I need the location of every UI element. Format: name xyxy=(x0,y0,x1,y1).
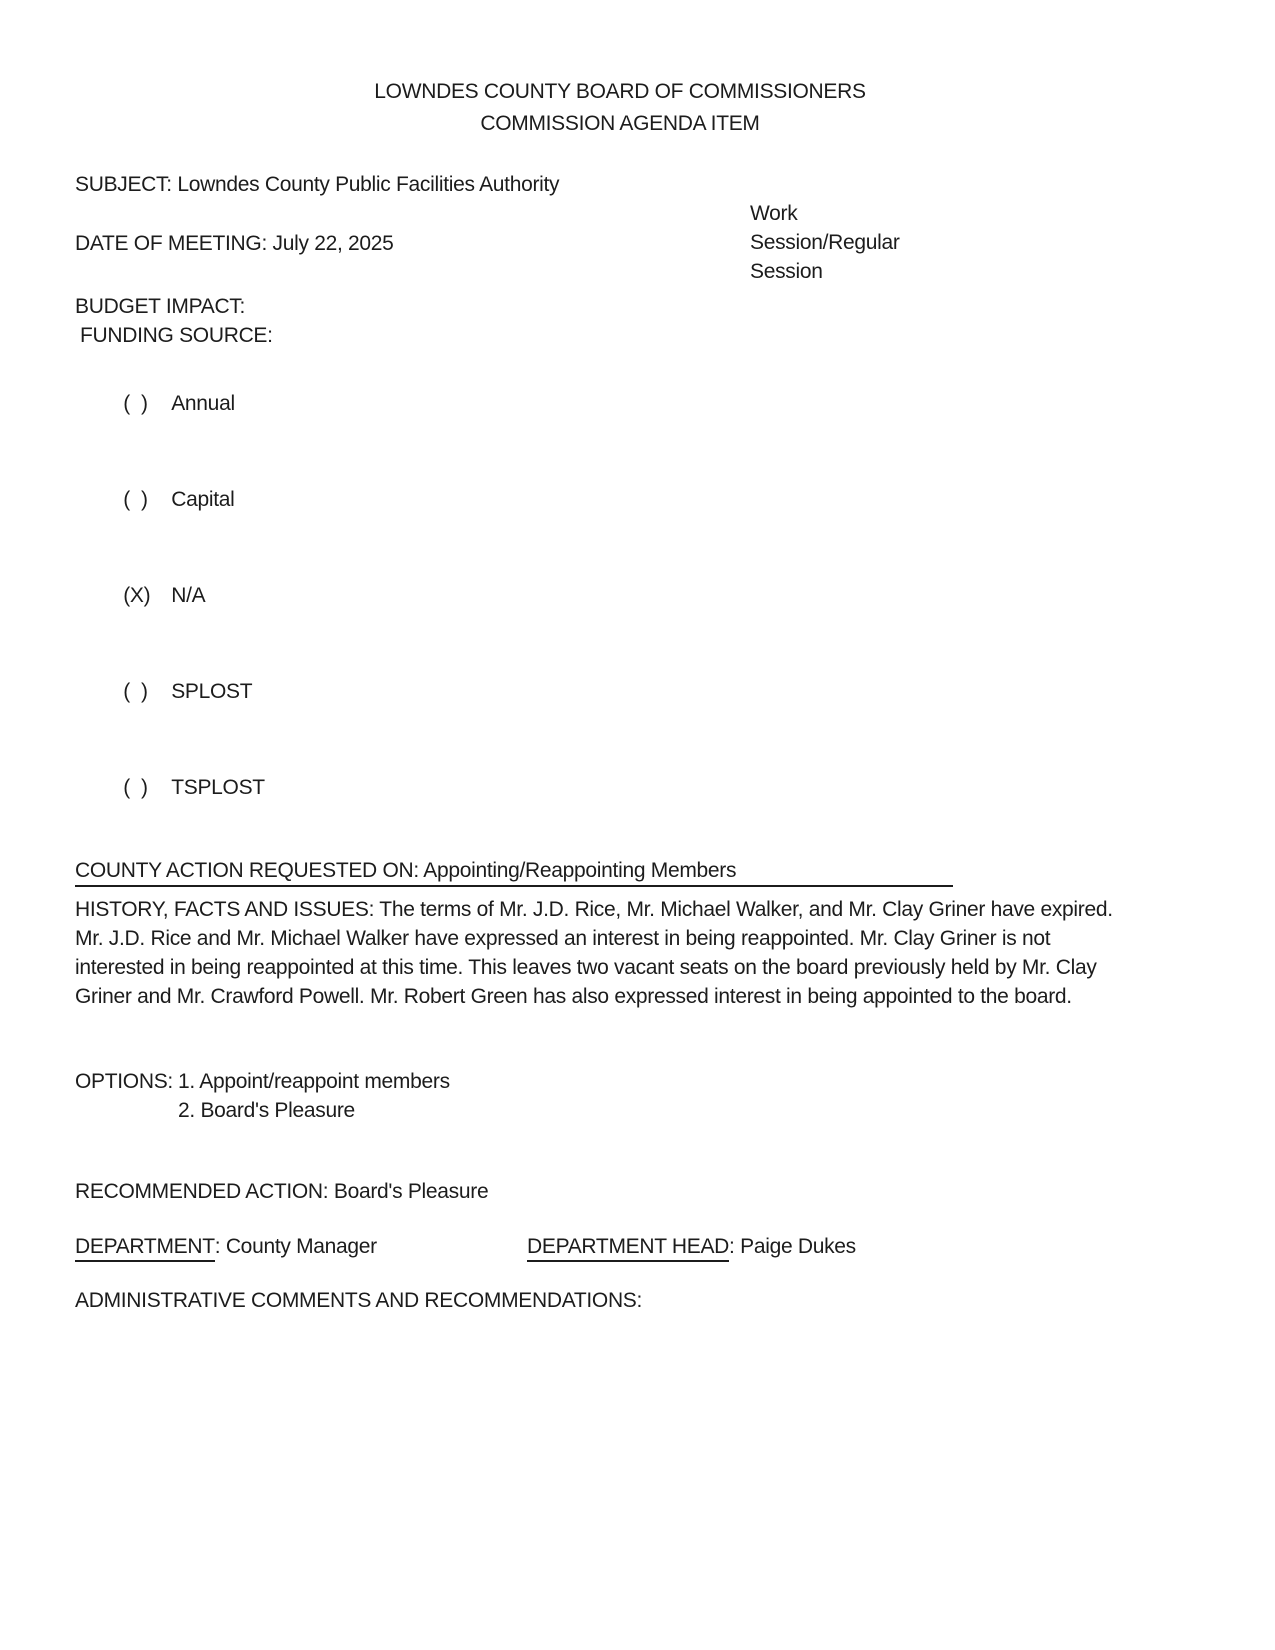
document-title-block xyxy=(75,76,1165,140)
recommended-action-line xyxy=(75,1177,1165,1206)
subject-label: SUBJECT: xyxy=(75,173,178,196)
funding-source-label: FUNDING SOURCE: xyxy=(80,324,273,347)
funding-option-splost-label: SPLOST xyxy=(171,680,253,703)
options-items xyxy=(175,1067,450,1125)
document-title-line2: COMMISSION AGENDA ITEM xyxy=(480,112,760,135)
department-head-label: DEPARTMENT HEAD xyxy=(527,1233,729,1262)
department-value: : County Manager xyxy=(214,1235,377,1258)
checkbox-capital: ( ) xyxy=(123,488,148,511)
option-item-1: 1. Appoint/reappoint members xyxy=(178,1070,450,1093)
checkbox-annual: ( ) xyxy=(123,392,148,415)
funding-option-splost xyxy=(90,644,1165,740)
date-of-meeting-value: July 22, 2025 xyxy=(272,232,394,255)
recommended-action-label: RECOMMENDED ACTION: xyxy=(75,1180,334,1203)
subject-line xyxy=(75,170,1165,199)
department-pair xyxy=(75,1232,527,1262)
history-label: HISTORY, FACTS AND ISSUES: xyxy=(75,898,380,921)
options-label: OPTIONS: xyxy=(75,1070,173,1093)
county-action-label: COUNTY ACTION REQUESTED ON: xyxy=(75,859,424,882)
history-facts-issues xyxy=(75,895,1141,1011)
options-section xyxy=(75,1067,1165,1125)
department-row xyxy=(75,1232,1165,1262)
admin-comments-label: ADMINISTRATIVE COMMENTS AND RECOMMENDATIONS: xyxy=(75,1289,643,1312)
county-action-value: Appointing/Reappointing Members xyxy=(423,859,737,882)
funding-option-capital xyxy=(90,452,1165,548)
date-of-meeting-line xyxy=(75,199,1165,258)
subject-value: Lowndes County Public Facilities Authority xyxy=(177,173,560,196)
budget-impact-label: BUDGET IMPACT: xyxy=(75,295,246,318)
funding-option-annual-label: Annual xyxy=(171,392,235,415)
session-type: Work Session/Regular Session xyxy=(750,202,900,283)
checkbox-tsplost: ( ) xyxy=(123,776,148,799)
funding-option-tsplost-label: TSPLOST xyxy=(171,776,265,799)
meeting-meta-row xyxy=(75,199,1165,286)
checkbox-na-checked: (X) xyxy=(123,584,151,607)
option-item-2: 2. Board's Pleasure xyxy=(178,1099,355,1122)
checkbox-splost: ( ) xyxy=(123,680,148,703)
document-title-line1: LOWNDES COUNTY BOARD OF COMMISSIONERS xyxy=(374,80,866,103)
county-action-line xyxy=(75,856,953,887)
funding-option-na xyxy=(90,548,1165,644)
department-head-pair xyxy=(527,1232,979,1262)
funding-option-capital-label: Capital xyxy=(171,488,235,511)
funding-option-annual xyxy=(90,356,1165,452)
date-of-meeting-label: DATE OF MEETING: xyxy=(75,232,273,255)
history-text: The terms of Mr. J.D. Rice, Mr. Michael Walker, and Mr. Clay Griner have expired. Mr. J.D. Rice and Mr. Michael Walker have expressed an interest in being reappointed. Mr. Clay Griner is not interested in being reappointed at this time. This leaves two vacant seats on the board previously held by Mr. Clay Griner and Mr. Crawford Powell. Mr. Robert Green has also expressed interest in being appointed to the board. xyxy=(75,898,1113,1008)
department-head-value: : Paige Dukes xyxy=(729,1235,856,1258)
department-label: DEPARTMENT xyxy=(75,1233,215,1262)
funding-option-na-label: N/A xyxy=(171,584,206,607)
recommended-action-value: Board's Pleasure xyxy=(333,1180,489,1203)
funding-option-tsplost xyxy=(90,740,1165,836)
funding-source-list xyxy=(75,356,1165,836)
